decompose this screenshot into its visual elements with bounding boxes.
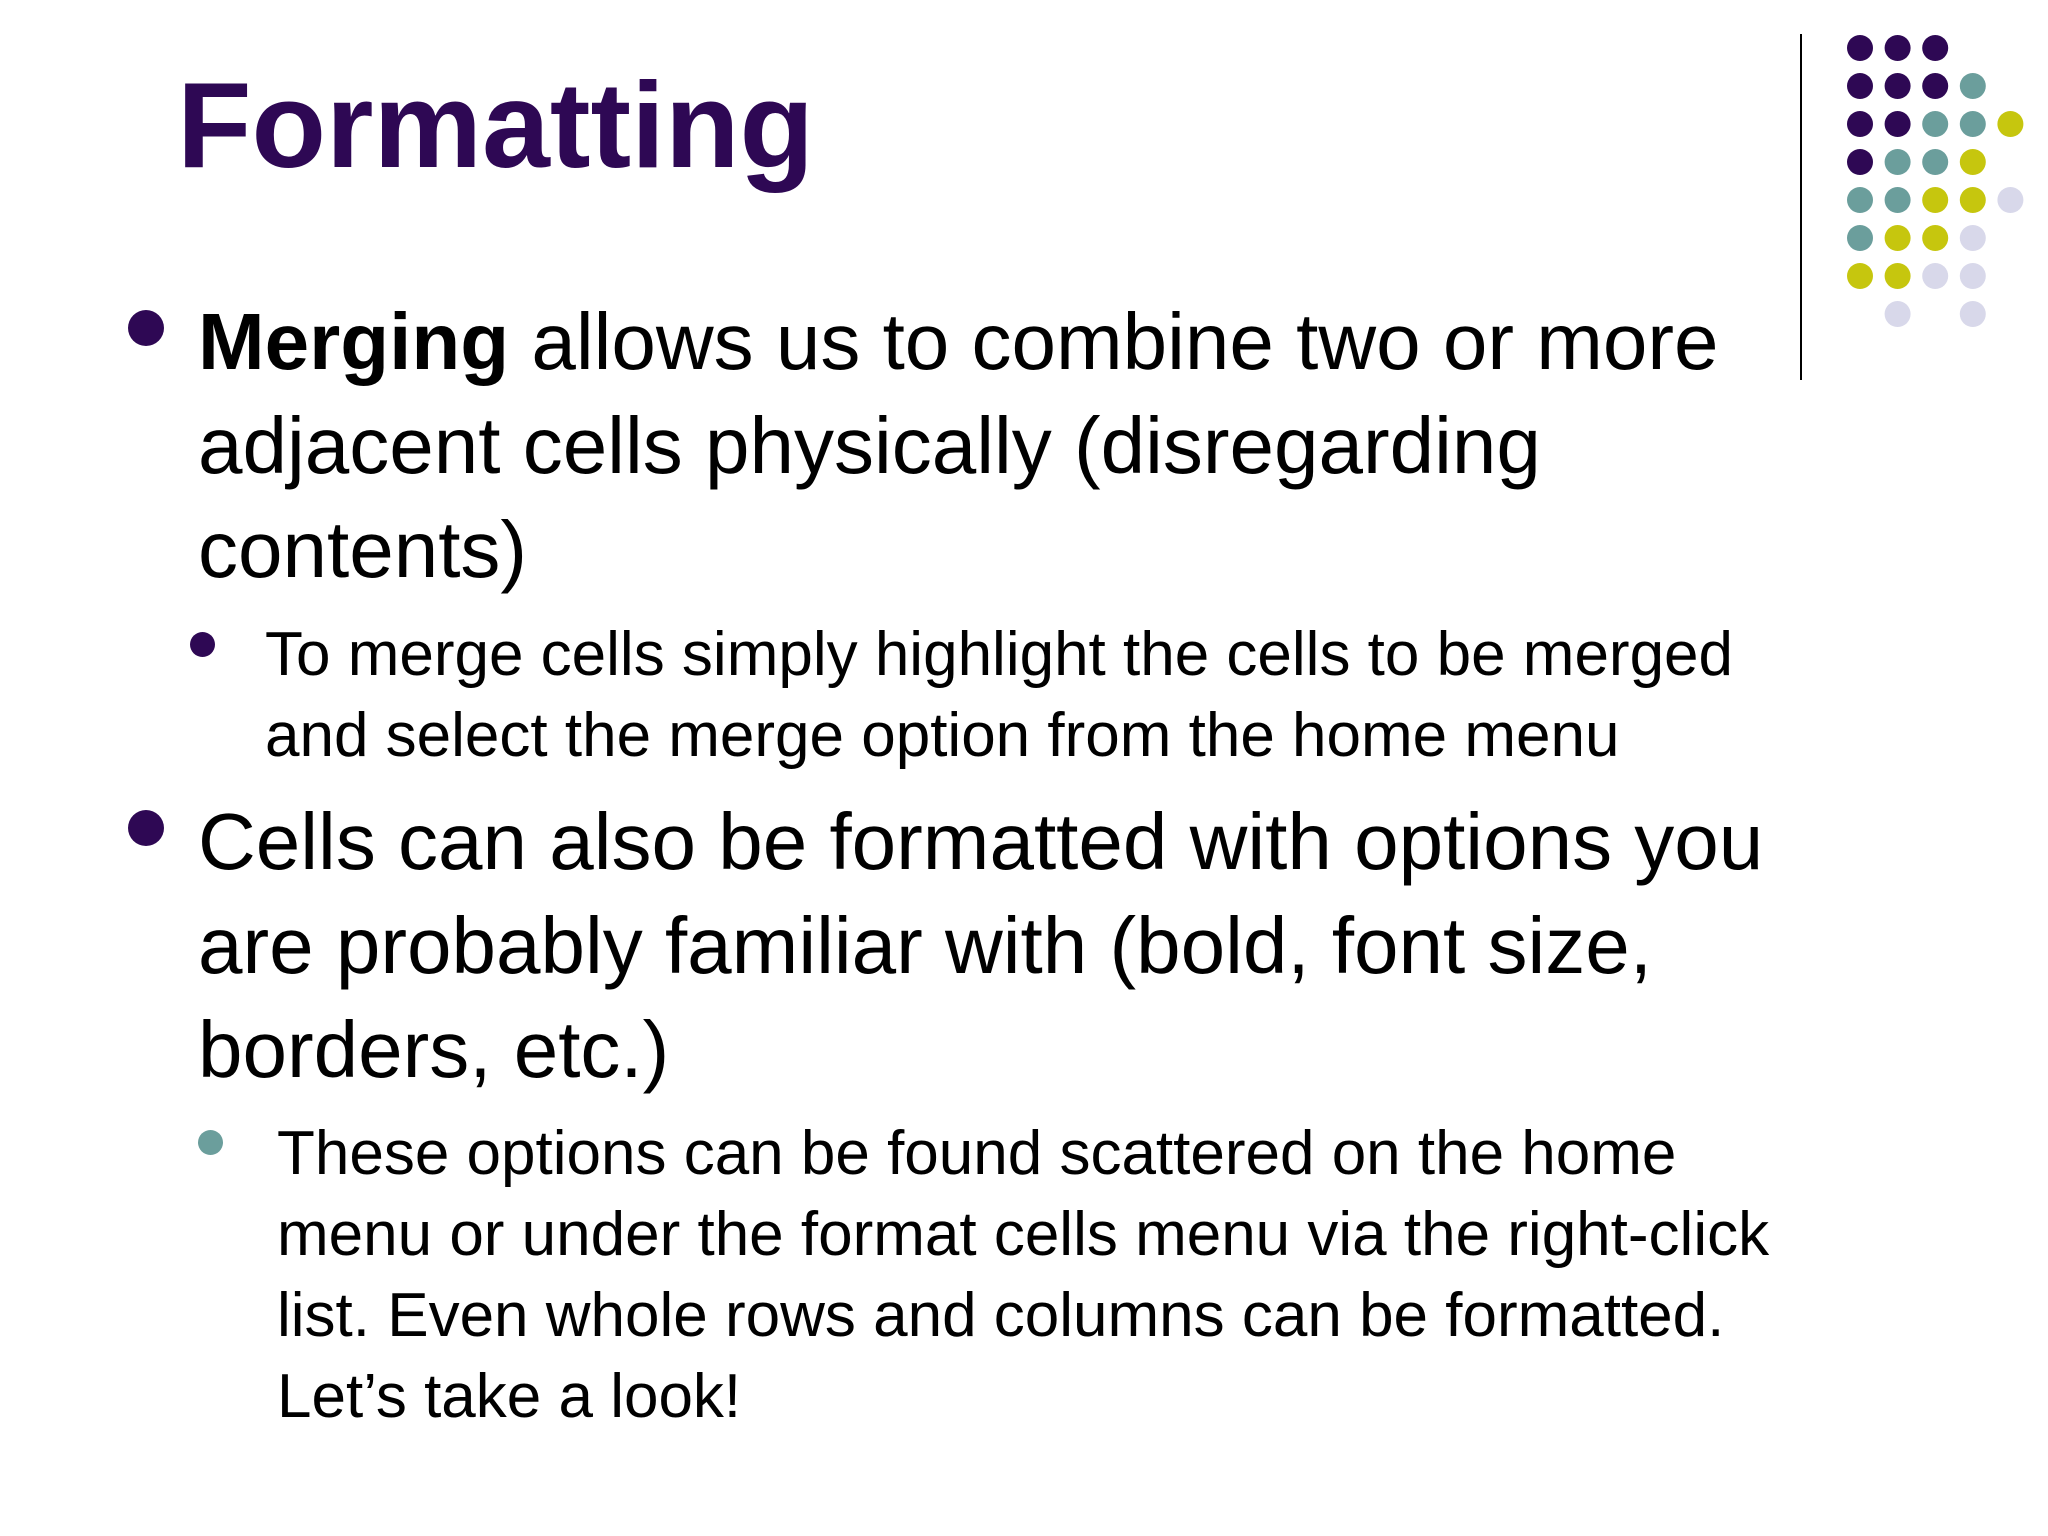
sub-bullet-line: and select the merge option from the home menu — [265, 701, 1620, 770]
sub-bullet-dot — [190, 632, 215, 657]
bullet-line: are probably familiar with (bold, font size, — [198, 901, 1652, 990]
slide-title: Formatting — [177, 57, 815, 193]
bullet-text — [198, 290, 2018, 602]
sub-bullet-text — [265, 614, 1965, 776]
bullet-dot — [128, 310, 164, 346]
sub-bullet-line: Let’s take a look! — [277, 1362, 742, 1431]
sub-bullet-line: list. Even whole rows and columns can be formatted. — [277, 1281, 1725, 1350]
bullet-line: adjacent cells physically (disregarding — [198, 401, 1541, 490]
bullet-dot — [128, 810, 164, 846]
bullet-line: contents) — [198, 505, 528, 594]
sub-bullet-dot — [198, 1130, 223, 1155]
bold-term: Merging — [198, 297, 510, 386]
bullet-line: Merging allows us to combine two or more — [198, 297, 1719, 386]
sub-bullet-line: menu or under the format cells menu via the right-click — [277, 1200, 1770, 1269]
bullet-line: borders, etc.) — [198, 1005, 670, 1094]
sub-bullet-text — [277, 1113, 1977, 1437]
sub-bullet-line: These options can be found scattered on the home — [277, 1119, 1677, 1188]
sub-bullet-line: To merge cells simply highlight the cells to be merged — [265, 620, 1734, 689]
bullet-text — [198, 790, 2018, 1102]
bullet-line: Cells can also be formatted with options you — [198, 797, 1764, 886]
